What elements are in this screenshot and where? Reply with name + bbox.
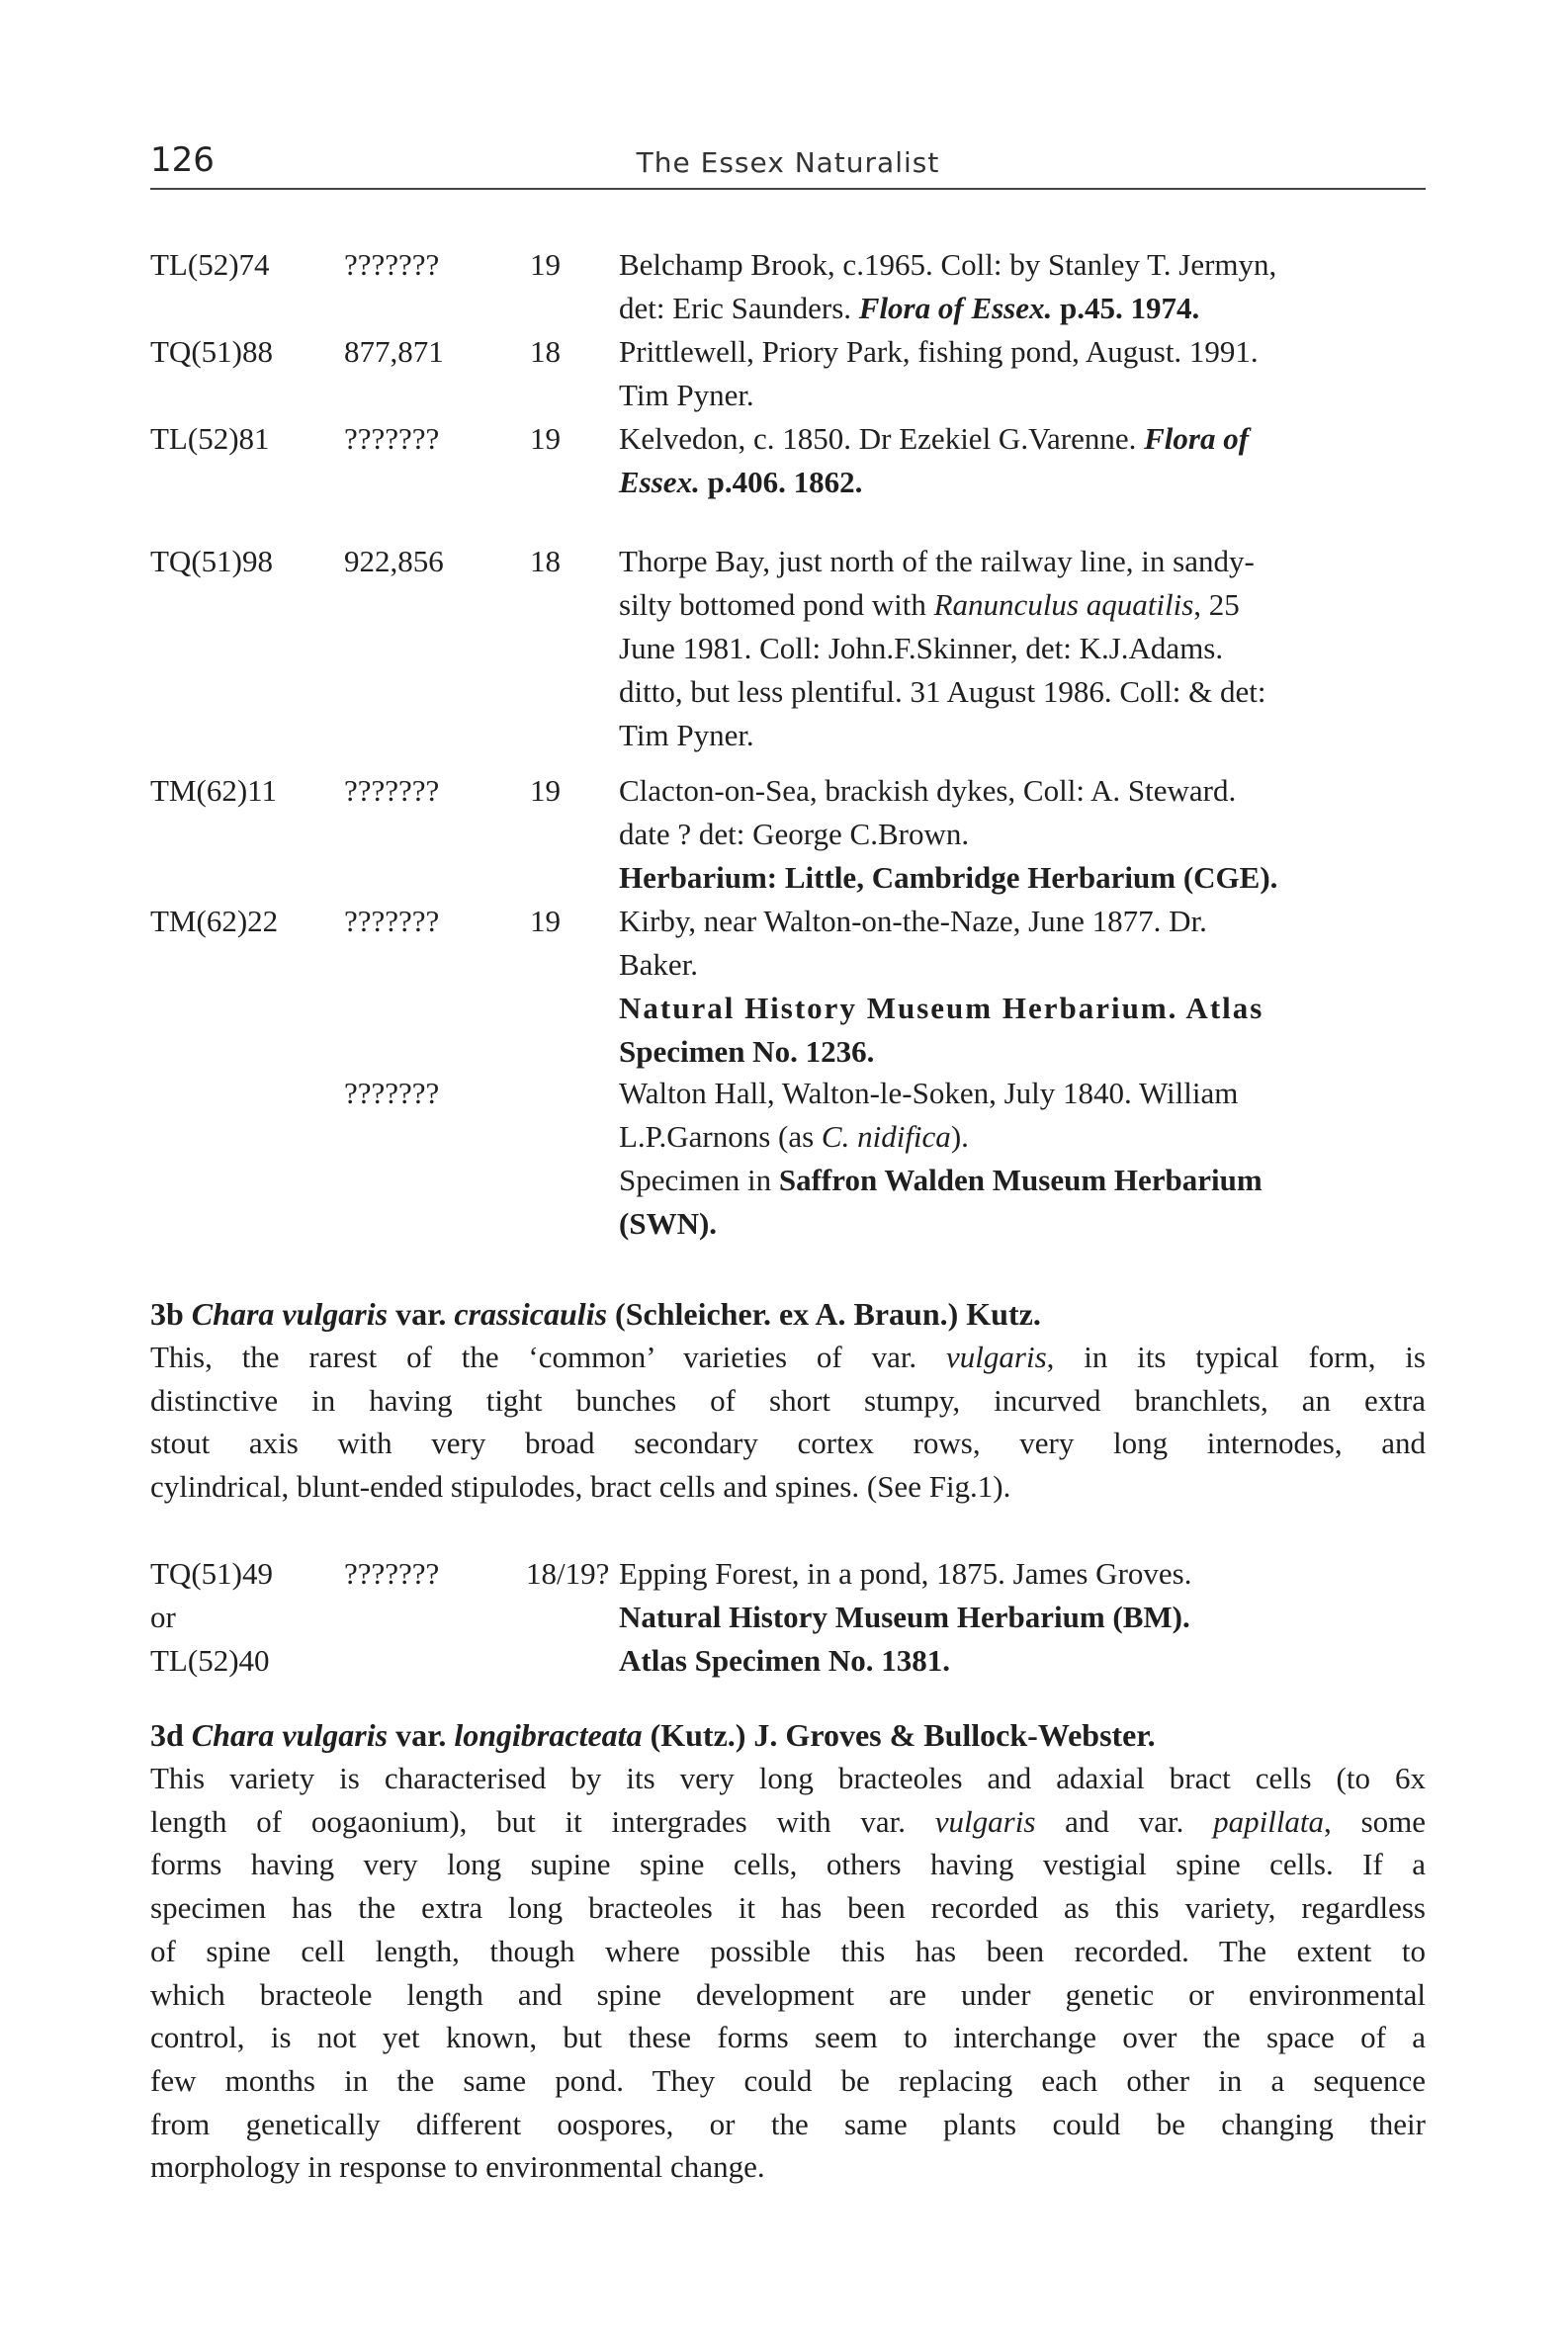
grid-reference: 877,871 <box>344 334 444 369</box>
text-run: silty bottomed pond with <box>619 587 934 622</box>
record-epping <box>150 1552 1426 1691</box>
locality-line <box>619 900 1568 943</box>
grid-square: TL(52)40 <box>150 1643 270 1678</box>
grid-reference: ??????? <box>344 904 440 938</box>
text-run: Tim Pyner. <box>619 378 754 412</box>
locality-line <box>619 330 1568 374</box>
text-run: Baker. <box>619 947 699 982</box>
text-run: Herbarium: Little, Cambridge Herbarium (CGE). <box>619 860 1278 895</box>
paragraph-line <box>150 1973 1426 2017</box>
text-run: Kelvedon, c. 1850. Dr Ezekiel G.Varenne. <box>619 421 1145 456</box>
text-run: L.P.Garnons (as <box>619 1119 822 1154</box>
paragraph-line <box>150 2059 1426 2103</box>
locality-line <box>619 813 1568 856</box>
text-run: few months in the same pond. They could be replacing each other in a sequence <box>150 2062 1426 2098</box>
paragraph-line <box>150 1422 1426 1465</box>
locality-line <box>619 1159 1568 1202</box>
text-run: p.45. 1974. <box>1052 291 1200 325</box>
text-run: (SWN). <box>619 1206 718 1241</box>
text-run: morphology in response to environmental change. <box>150 2149 765 2185</box>
grid-reference: 922,856 <box>344 544 444 578</box>
locality-text <box>619 243 1568 330</box>
locality-text <box>619 900 1568 1074</box>
record-row <box>150 243 1426 330</box>
section-heading-3d <box>150 1713 1426 1757</box>
century: 19 <box>530 247 561 282</box>
text-run: distinctive in having tight bunches of short stumpy, incurved branchlets, an extra <box>150 1382 1426 1418</box>
locality-text <box>619 330 1568 417</box>
text-run: Ranunculus aquatilis <box>933 587 1194 622</box>
grid-square: TQ(51)98 <box>150 544 273 578</box>
paragraph-line <box>150 1379 1426 1423</box>
grid-square-or: or <box>150 1600 176 1634</box>
text-run: , in its typical form, is <box>1046 1340 1426 1374</box>
grid-reference: ??????? <box>344 421 440 456</box>
heading-var: var. <box>388 1717 455 1753</box>
text-run: length of oogaonium), but it intergrades with var. <box>150 1803 935 1839</box>
paragraph-line <box>150 1465 1426 1509</box>
heading-author: (Kutz.) J. Groves & Bullock-Webster. <box>642 1717 1156 1753</box>
grid-square: TL(52)74 <box>150 247 270 282</box>
specimen-line: Atlas Specimen No. 1381. <box>619 1643 950 1678</box>
grid-square: TM(62)11 <box>150 773 277 808</box>
grid-square: TQ(51)49 <box>150 1556 273 1591</box>
paragraph-line <box>150 2016 1426 2059</box>
text-run: C. nidifica <box>821 1119 951 1154</box>
locality-line <box>619 769 1568 813</box>
text-run: papillata <box>1213 1803 1325 1839</box>
paragraph-line <box>150 2145 1426 2189</box>
text-run: , 25 <box>1193 587 1240 622</box>
text-run: vulgaris <box>934 1803 1036 1839</box>
text-run: Specimen in <box>619 1163 779 1197</box>
heading-var: var. <box>388 1296 455 1332</box>
text-run: Essex. <box>619 465 700 499</box>
locality-line <box>619 1115 1568 1159</box>
running-header <box>150 127 1426 186</box>
header-rule <box>150 188 1426 190</box>
text-run: Walton Hall, Walton-le-Soken, July 1840. William <box>619 1076 1239 1110</box>
text-run: stout axis with very broad secondary cortex rows, very long internodes, and <box>150 1426 1426 1461</box>
locality-text <box>619 1072 1568 1246</box>
locality-text <box>619 1552 1568 1683</box>
grid-reference: ??????? <box>344 773 440 808</box>
grid-reference: ??????? <box>344 1556 440 1591</box>
text-run: ). <box>950 1119 969 1154</box>
page-number: 126 <box>150 140 215 180</box>
text-run: This, the rarest of the ‘common’ varieties of var. <box>150 1340 947 1374</box>
text-run: which bracteole length and spine development are under genetic or environmental <box>150 1976 1426 2012</box>
heading-genus: Chara vulgaris <box>191 1717 389 1753</box>
locality-line <box>619 714 1568 757</box>
text-run: Belchamp Brook, c.1965. Coll: by Stanley T. Jermyn, <box>619 247 1277 282</box>
grid-square: TM(62)22 <box>150 904 279 938</box>
text-run: control, is not yet known, but these forms seem to interchange over the space of a <box>150 2020 1426 2055</box>
text-run: and var. <box>1035 1803 1214 1839</box>
herbarium-line: Natural History Museum Herbarium (BM). <box>619 1600 1190 1634</box>
locality-line <box>619 1202 1568 1246</box>
text-run: cylindrical, blunt-ended stipulodes, bract cells and spines. (See Fig.1). <box>150 1469 1011 1505</box>
locality-line <box>619 1030 1568 1074</box>
text-run: ditto, but less plentiful. 31 August 1986. Coll: & det: <box>619 674 1266 709</box>
text-run: Prittlewell, Priory Park, fishing pond, August. 1991. <box>619 334 1259 369</box>
century: 18 <box>530 334 561 369</box>
locality-text <box>619 769 1568 900</box>
text-run: June 1981. Coll: John.F.Skinner, det: K.J.Adams. <box>619 631 1224 665</box>
heading-number: 3b <box>150 1296 192 1332</box>
paragraph-line <box>150 1886 1426 1930</box>
text-run: specimen has the extra long bracteoles it has been recorded as this variety, regardless <box>150 1890 1426 1926</box>
journal-title: The Essex Naturalist <box>636 146 940 179</box>
text-run: This variety is characterised by its very long bracteoles and adaxial bract cells (to 6x <box>150 1761 1426 1795</box>
locality-line <box>619 670 1568 714</box>
paragraph-line <box>150 1757 1426 1800</box>
record-row <box>150 1072 1426 1246</box>
century: 18/19? <box>526 1556 610 1591</box>
text-run: Tim Pyner. <box>619 718 754 752</box>
text-run: det: Eric Saunders. <box>619 291 859 325</box>
locality-line <box>619 374 1568 417</box>
text-run: Kirby, near Walton-on-the-Naze, June 1877. Dr. <box>619 904 1207 938</box>
locality-line <box>619 243 1568 287</box>
text-run: of spine cell length, though where possible this has been recorded. The extent to <box>150 1933 1426 1968</box>
record-row <box>150 769 1426 900</box>
paragraph-line <box>150 1800 1426 1844</box>
locality-line <box>619 943 1568 987</box>
grid-reference: ??????? <box>344 1076 440 1110</box>
paragraph-line <box>150 2103 1426 2146</box>
locality-line <box>619 856 1568 900</box>
text-run: forms having very long supine spine cells, others having vestigial spine cells. If a <box>150 1847 1426 1882</box>
paragraph-line <box>150 1336 1426 1379</box>
text-run: Thorpe Bay, just north of the railway line, in sandy- <box>619 544 1255 578</box>
locality-line <box>619 987 1568 1030</box>
record-row <box>150 900 1426 1074</box>
text-run: date ? det: George C.Brown. <box>619 817 970 851</box>
heading-author: (Schleicher. ex A. Braun.) Kutz. <box>607 1296 1041 1332</box>
text-run: Clacton-on-Sea, brackish dykes, Coll: A. Steward. <box>619 773 1237 808</box>
locality-line <box>619 461 1568 504</box>
text-run: Specimen No. 1236. <box>619 1034 875 1069</box>
text-run: , some <box>1324 1803 1427 1839</box>
record-row <box>150 417 1426 540</box>
century: 18 <box>530 544 561 578</box>
heading-number: 3d <box>150 1717 192 1753</box>
locality-text <box>619 417 1568 504</box>
heading-variety-name: crassicaulis <box>454 1296 608 1332</box>
heading-variety-name: longibracteata <box>454 1717 643 1753</box>
text-run: vulgaris <box>946 1340 1047 1374</box>
paragraph-line <box>150 1843 1426 1886</box>
locality-line <box>619 287 1568 330</box>
text-run: from genetically different oospores, or the same plants could be changing their <box>150 2106 1426 2141</box>
heading-genus: Chara vulgaris <box>191 1296 389 1332</box>
century: 19 <box>530 773 561 808</box>
section-heading-3b <box>150 1292 1426 1336</box>
paragraph-line <box>150 1930 1426 1973</box>
locality-text <box>619 540 1568 757</box>
text-run: Flora of <box>1144 421 1250 456</box>
grid-square: TQ(51)88 <box>150 334 273 369</box>
text-run: Natural History Museum Herbarium. Atlas <box>619 991 1264 1025</box>
text-run: Flora of Essex. <box>858 291 1053 325</box>
grid-square: TL(52)81 <box>150 421 270 456</box>
paragraph-3b <box>150 1336 1426 1509</box>
grid-reference: ??????? <box>344 247 440 282</box>
locality-line <box>619 583 1568 627</box>
locality-line <box>619 540 1568 583</box>
locality-line <box>619 417 1568 461</box>
record-row <box>150 330 1426 417</box>
text-run: Saffron Walden Museum Herbarium <box>778 1163 1263 1197</box>
locality-line <box>619 627 1568 670</box>
locality-line: Epping Forest, in a pond, 1875. James Groves. <box>619 1556 1192 1591</box>
century: 19 <box>530 904 561 938</box>
text-run: p.406. 1862. <box>699 465 863 499</box>
locality-line <box>619 1072 1568 1115</box>
paragraph-3d <box>150 1757 1426 2189</box>
grid-square-cell <box>150 1552 338 1683</box>
record-row <box>150 540 1426 769</box>
century: 19 <box>530 421 561 456</box>
